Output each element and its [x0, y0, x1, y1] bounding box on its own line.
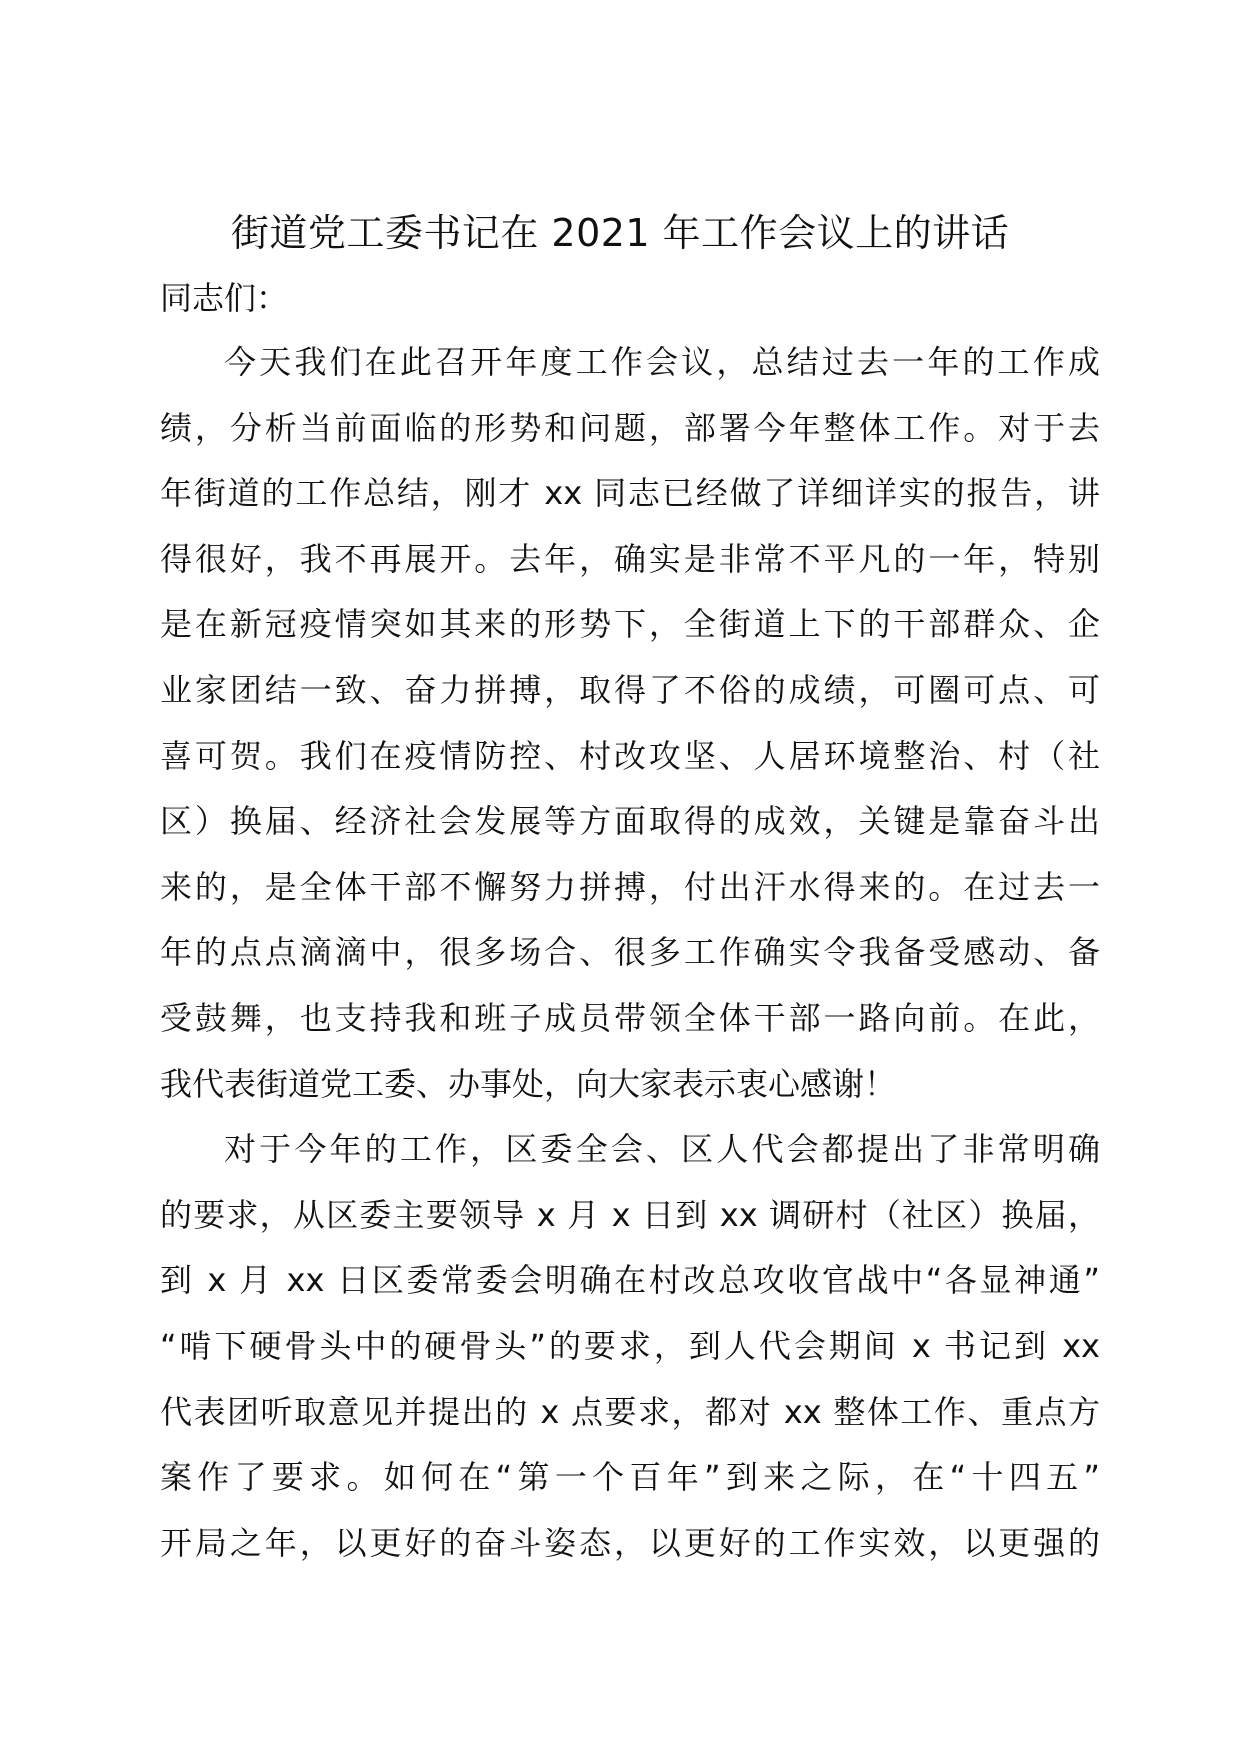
body-line: 年街道的工作总结，刚才 xx 同志已经做了详细详实的报告，讲	[160, 474, 1100, 513]
body-line: “啃下硬骨头中的硬骨头”的要求，到人代会期间 x 书记到 xx	[160, 1326, 1100, 1365]
body-line: 代表团听取意见并提出的 x 点要求，都对 xx 整体工作、重点方	[160, 1392, 1100, 1431]
body-line: 今天我们在此召开年度工作会议，总结过去一年的工作成	[224, 343, 1100, 381]
body-line: 绩，分析当前面临的形势和问题，部署今年整体工作。对于去	[160, 408, 1100, 447]
body-line: 对于今年的工作，区委全会、区人代会都提出了非常明确	[224, 1130, 1100, 1169]
body-line: 的要求，从区委主要领导 x 月 x 日到 xx 调研村（社区）换届，	[160, 1195, 1100, 1234]
body-line: 来的，是全体干部不懈努力拼搏，付出汗水得来的。在过去一	[160, 867, 1100, 906]
salutation: 同志们：	[160, 279, 289, 317]
body-line: 受鼓舞，也支持我和班子成员带领全体干部一路向前。在此，	[160, 998, 1100, 1037]
body-line: 是在新冠疫情突如其来的形势下，全街道上下的干部群众、企	[160, 605, 1100, 644]
body-line: 得很好，我不再展开。去年，确实是非常不平凡的一年，特别	[160, 539, 1100, 578]
body-line: 喜可贺。我们在疫情防控、村改攻坚、人居环境整治、村（社	[160, 736, 1100, 775]
body-line: 我代表街道党工委、办事处，向大家表示衷心感谢！	[160, 1064, 897, 1103]
document-body	[160, 330, 1100, 1576]
body-line: 到 x 月 xx 日区委常委会明确在村改总攻收官战中“各显神通”	[160, 1261, 1100, 1300]
body-line: 开局之年，以更好的奋斗姿态，以更好的工作实效，以更强的	[160, 1523, 1100, 1562]
body-line: 业家团结一致、奋力拼搏，取得了不俗的成绩，可圈可点、可	[160, 670, 1100, 709]
body-line: 区）换届、经济社会发展等方面取得的成效，关键是靠奋斗出	[160, 802, 1100, 841]
document-title: 街道党工委书记在 2021 年工作会议上的讲话	[230, 211, 1010, 255]
body-line: 年的点点滴滴中，很多场合、很多工作确实令我备受感动、备	[160, 933, 1100, 972]
body-line: 案作了要求。如何在“第一个百年”到来之际，在“十四五”	[160, 1458, 1100, 1497]
